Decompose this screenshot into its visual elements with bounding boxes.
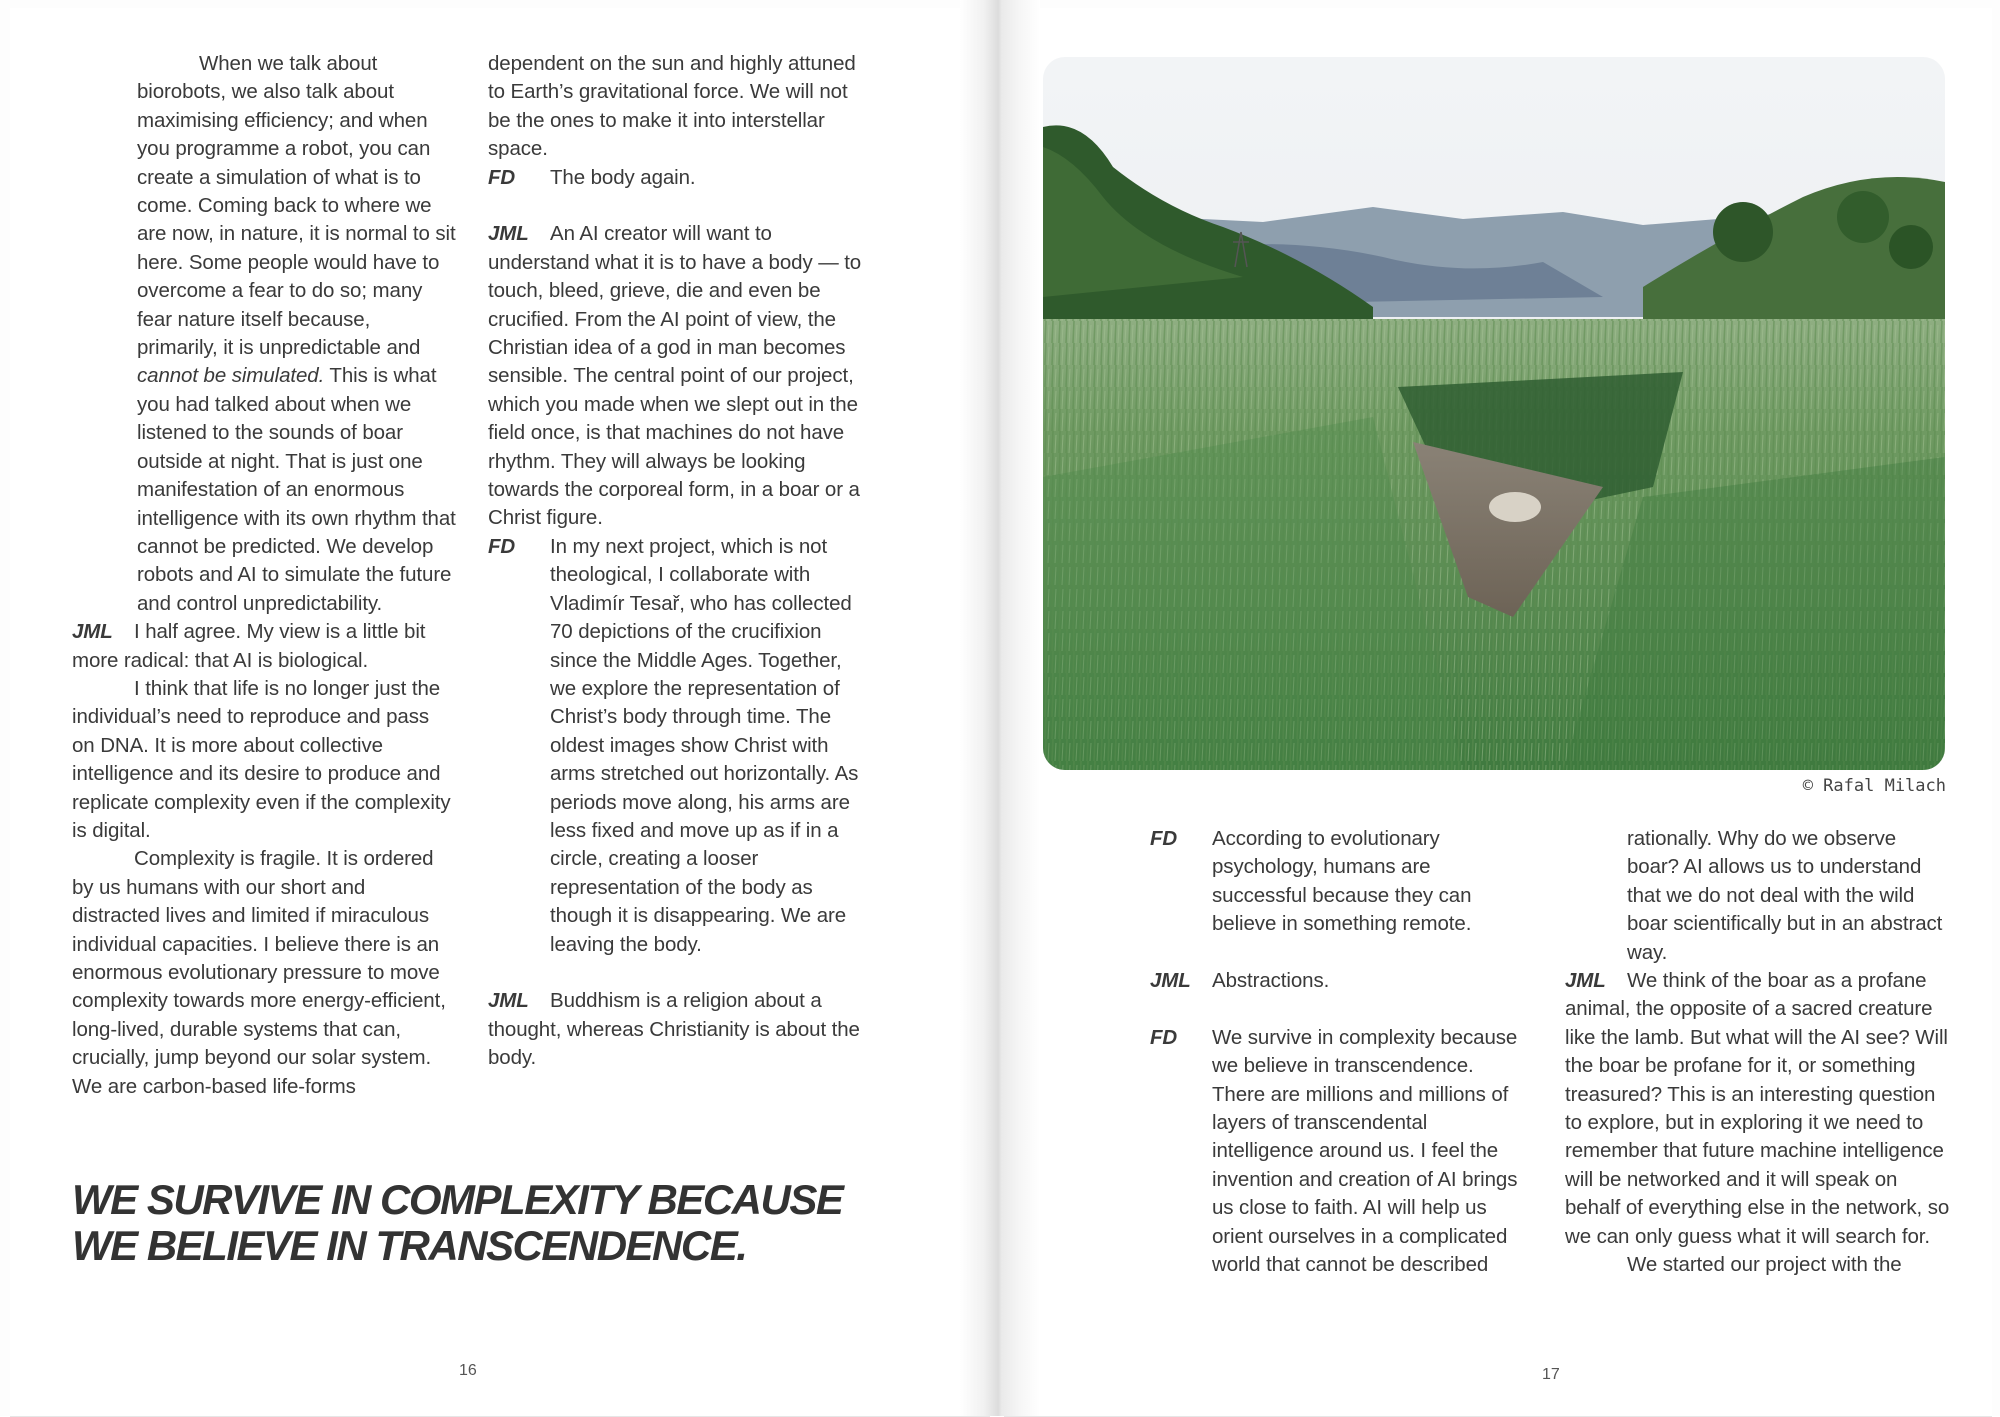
jml-paragraph-2: I think that life is no longer just the individual’s need to reproduce and pass on DNA. It is more about collective intelligence and its desire to produce and replicate complexity even if the complexity is digital. (72, 676, 451, 842)
fd-exchange-1: FD The body again. (488, 164, 872, 192)
jml-exchange-4: JML We think of the boar as a profane animal, the opposite of a sacred creature like the lamb. But what will the AI see? Will the boar be profane for it, or something treasured? This is an interesting question to explore, but in exploring it we need to remember that future machine intelligence will be networked and it will speak on behalf of everything else in the network, so we can only guess what it will search for. (1565, 969, 1950, 1248)
wheat-field-photo (1043, 57, 1945, 770)
landscape-image (1043, 57, 1945, 770)
jml-exchange-1: JML An AI creator will want to understand what it is to have a body — to touch, bleed, grieve, die and even be crucified. From the AI point of view, the Christian idea of a god in man becomes sensible. The central point of our project, which you made when we slept out in the field once, is that machines do not have rhythm. They will always be looking towards the corporeal form, in a boar or a Christ figure. (488, 222, 862, 530)
pull-quote: WE SURVIVE IN COMPLEXITY BECAUSE WE BELIEVE IN TRANSCENDENCE. (72, 1176, 843, 1269)
paragraph-final: We started our project with the (1627, 1253, 1902, 1277)
paragraph-continued: dependent on the sun and highly attuned to Earth’s gravitational force. We will not be the ones to make it into interstellar space. (488, 52, 856, 161)
left-column-2 (488, 50, 872, 1073)
jml-paragraph-1: JML I half agree. My view is a little bit more radical: that AI is biological. (72, 620, 426, 672)
right-column-2 (1565, 825, 1951, 1280)
page-number-right: 17 (1542, 1366, 1560, 1383)
jml-paragraph-3: Complexity is fragile. It is ordered by us humans with our short and distracted lives and limited if miraculous individual capacities. I believe there is an enormous evolutionary pressure to move complexity towards more energy-efficient, long-lived, durable systems that can, crucially, jump beyond our solar system. We are carbon-based life-forms (72, 847, 446, 1098)
speaker-label: JML (1565, 969, 1606, 993)
fd-exchange-4: FD We survive in complexity because we believe in transcendence. There are millions and millions of layers of transcendental intelligence around us. I feel the invention and creation of AI brings us close to faith. AI will help us orient ourselves in a complicated world that cannot be described (1150, 1024, 1530, 1280)
photo-credit: © Rafal Milach (1802, 776, 1946, 796)
speaker-label: FD (1150, 1025, 1178, 1049)
jml-exchange-2: JML Buddhism is a religion about a thought, whereas Christianity is about the body. (488, 989, 860, 1070)
speaker-label: JML (488, 989, 529, 1013)
page-number-left: 16 (459, 1362, 477, 1379)
right-column-1 (1150, 825, 1530, 1279)
left-column-1 (72, 50, 456, 1101)
speaker-label: FD (488, 165, 516, 189)
fd-exchange-3: FD According to evolutionary psychology, humans are successful because they can believe in something remote. (1150, 825, 1530, 939)
speaker-label: JML (1150, 969, 1191, 993)
speaker-label: FD (488, 534, 516, 558)
binding-gutter (960, 0, 1040, 1416)
paragraph-intro: When we talk about biorobots, we also talk about maximising efficiency; and when you programme a robot, you can create a simulation of what is to come. Coming back to where we are now, in nature, it is normal to sit here. Some people would have to overcome a fear to do so; many fear nature itself because, primarily, it is unpredictable and cannot be simulated. This is what you had talked about when we listened to the sounds of boar outside at night. That is just one manifestation of an enormous intelligence with its own rhythm that cannot be predicted. We develop robots and AI to simulate the future and control unpredictability. (137, 52, 456, 615)
speaker-label: FD (1150, 827, 1178, 850)
speaker-label: JML (72, 620, 113, 644)
fd-exchange-2: FD In my next project, which is not theological, I collaborate with Vladimír Tesař, who has collected 70 depictions of the crucifixion since the Middle Ages. Together, we explore the representation of Christ’s body through time. The oldest images show Christ with arms stretched out horizontally. As periods move along, his arms are less fixed and move up as if in a circle, creating a looser representation of the body as though it is disappearing. We are leaving the body. (488, 533, 872, 959)
speaker-label: JML (488, 222, 529, 246)
paragraph-continued-right: rationally. Why do we observe boar? AI allows us to understand that we do not deal with the wild boar scientifically but in an abstract way. (1627, 827, 1943, 964)
jml-exchange-3: JML Abstractions. (1150, 967, 1530, 995)
